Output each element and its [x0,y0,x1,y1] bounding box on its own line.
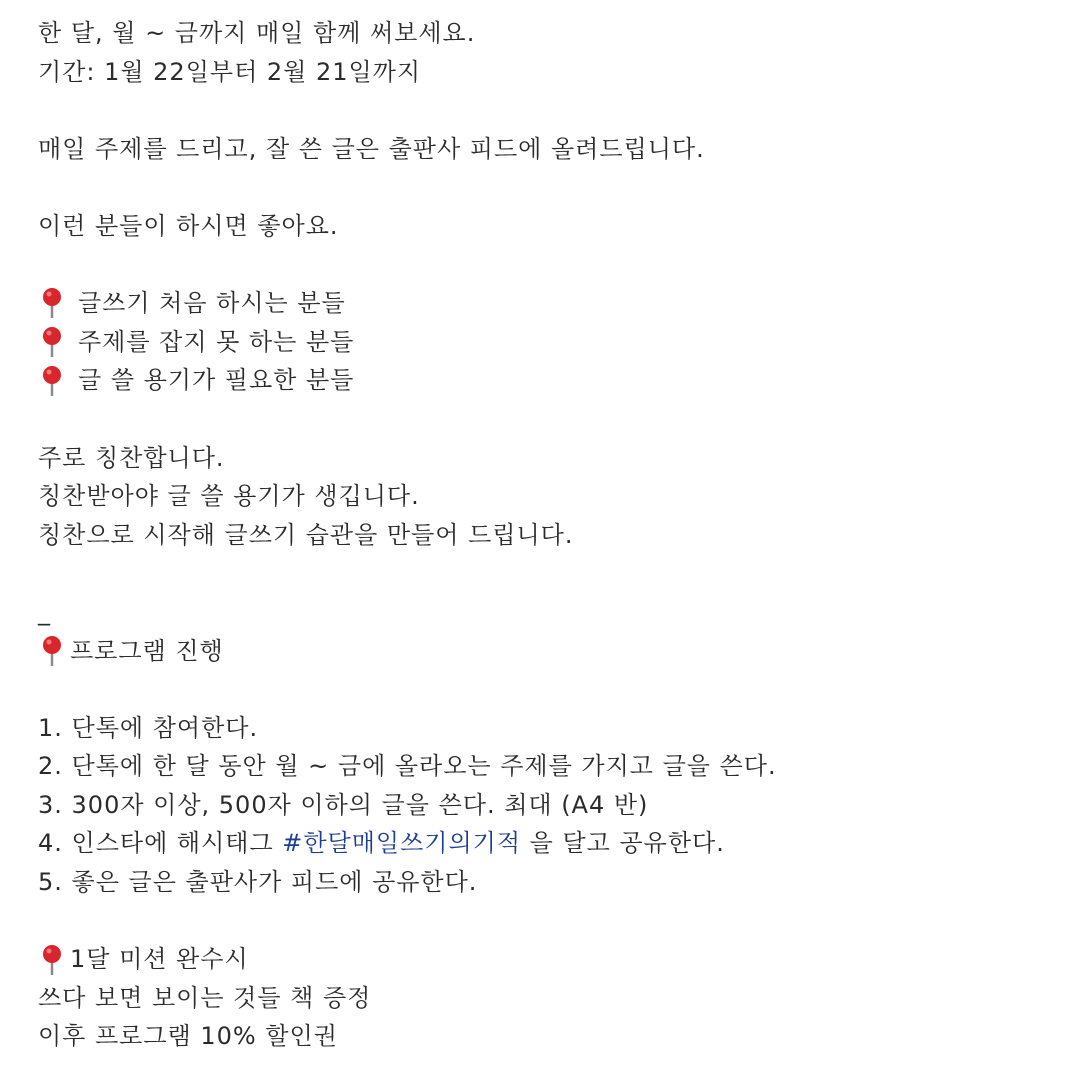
praise-line-1: 주로 칭찬합니다. [38,443,225,472]
program-heading-label: 프로그램 진행 [70,636,224,665]
intro-line-1: 한 달, 월 ~ 금까지 매일 함께 써보세요. [38,19,476,47]
spacer [38,168,1058,207]
reward-item: 쓰다 보면 보이는 것들 책 증정 [38,983,372,1012]
target-item [38,323,1058,362]
description: 매일 주제를 드리고, 잘 쓴 글은 출판사 피드에 올려드립니다. [38,134,705,163]
pushpin-icon [38,326,66,358]
step-item [38,824,1058,863]
spacer [38,400,1058,439]
post-body [38,14,1058,1056]
spacer [38,902,1058,941]
step4-suffix: 을 달고 공유한다. [521,829,725,858]
step-item: 1. 단톡에 참여한다. [38,713,259,742]
spacer [38,246,1058,285]
target-heading: 이런 분들이 하시면 좋아요. [38,211,339,240]
spacer [38,554,1058,593]
praise-line-3: 칭찬으로 시작해 글쓰기 습관을 만들어 드립니다. [38,520,574,549]
intro-line-2: 기간: 1월 22일부터 2월 21일까지 [38,57,422,86]
step-item: 2. 단톡에 한 달 동안 월 ~ 금에 올라오는 주제를 가지고 글을 쓴다. [38,752,777,781]
pushpin-icon [38,944,66,976]
target-item [38,361,1058,400]
reward-heading [38,940,1058,979]
step-item: 5. 좋은 글은 출판사가 피드에 공유한다. [38,868,478,897]
divider: _ [38,597,51,626]
spacer [38,670,1058,709]
target-item [38,284,1058,323]
pushpin-icon [38,365,66,397]
target-item-label: 주제를 잡지 못 하는 분들 [78,327,355,356]
step-item: 3. 300자 이상, 500자 이하의 글을 쓴다. 최대 (A4 반) [38,790,649,819]
pushpin-icon [38,287,66,319]
reward-item: 이후 프로그램 10% 할인권 [38,1022,338,1051]
praise-line-2: 칭찬받아야 글 쓸 용기가 생깁니다. [38,482,420,511]
hashtag-link[interactable]: #한달매일쓰기의기적 [282,829,522,858]
spacer [38,91,1058,130]
step4-prefix: 4. 인스타에 해시태그 [38,829,283,858]
program-heading [38,632,1058,671]
target-item-label: 글쓰기 처음 하시는 분들 [78,289,346,318]
reward-heading-label: 1달 미션 완수시 [70,945,249,974]
pushpin-icon [38,635,66,667]
target-item-label: 글 쓸 용기가 필요한 분들 [78,366,355,395]
